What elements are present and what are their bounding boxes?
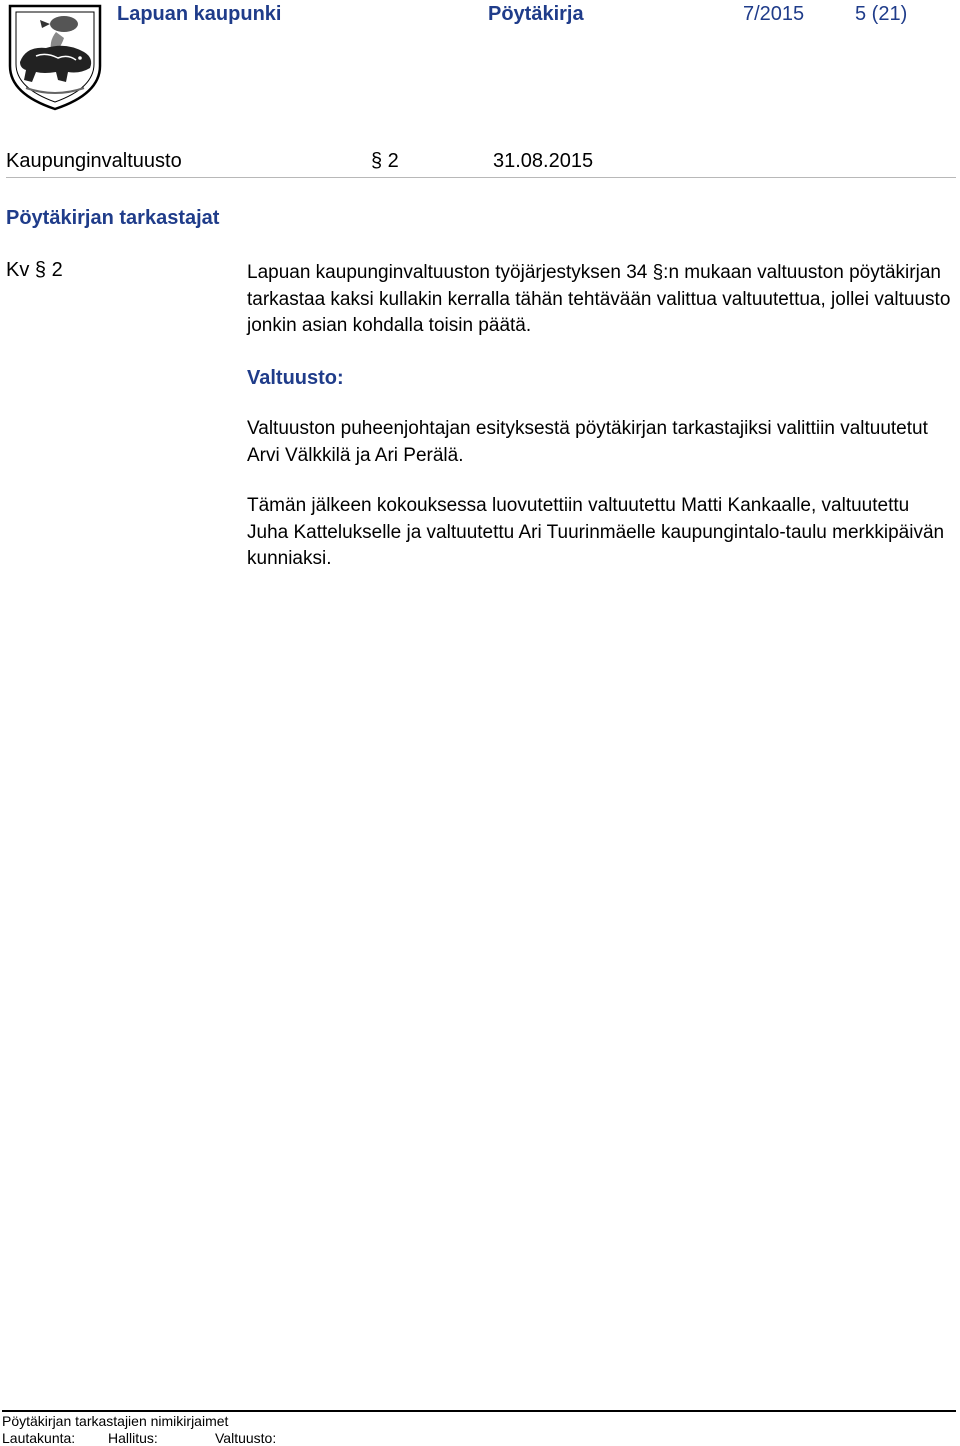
footer-hallitus: Hallitus: — [108, 1430, 158, 1446]
decision-text: Valtuuston puheenjohtajan esityksestä pöytäkirjan tarkastajiksi valittiin valtuutetut Arvi Välkkilä ja Ari Perälä. — [247, 418, 928, 466]
item-title: Pöytäkirjan tarkastajat — [6, 207, 220, 229]
footer-valtuusto: Valtuusto: — [215, 1430, 277, 1446]
document-number: 7/2015 — [743, 3, 805, 25]
header-divider — [6, 177, 956, 178]
item-description: Lapuan kaupunginvaltuuston työjärjestyksen 34 §:n mukaan valtuuston pöytäkirjan tarkastaa kaksi kullakin kerralla tähän tehtävään valittua valtuutettua, jollei valtuusto jonkin asian kohdalla toisin päätä. — [247, 262, 951, 336]
meeting-body: Kaupunginvaltuusto — [6, 150, 182, 172]
footer-lautakunta: Lautakunta: — [2, 1430, 76, 1446]
meeting-date: 31.08.2015 — [493, 150, 594, 172]
page-number: 5 (21) — [855, 3, 908, 25]
footer-divider — [2, 1410, 956, 1412]
document-type: Pöytäkirja — [488, 3, 584, 25]
meeting-section: § 2 — [371, 150, 399, 172]
signatures-label: Pöytäkirjan tarkastajien nimikirjaimet — [2, 1413, 229, 1429]
decision-label: Valtuusto: — [247, 367, 344, 389]
item-reference: Kv § 2 — [6, 259, 63, 281]
lapua-coat-of-arms-logo — [6, 2, 104, 112]
additional-text: Tämän jälkeen kokouksessa luovutettiin valtuutettu Matti Kankaalle, valtuutettu Juha Kattelukselle ja valtuutettu Ari Tuurinmäelle kaupungintalo-taulu merkkipäivän kunniaksi. — [247, 495, 945, 569]
organization-name: Lapuan kaupunki — [117, 3, 282, 25]
